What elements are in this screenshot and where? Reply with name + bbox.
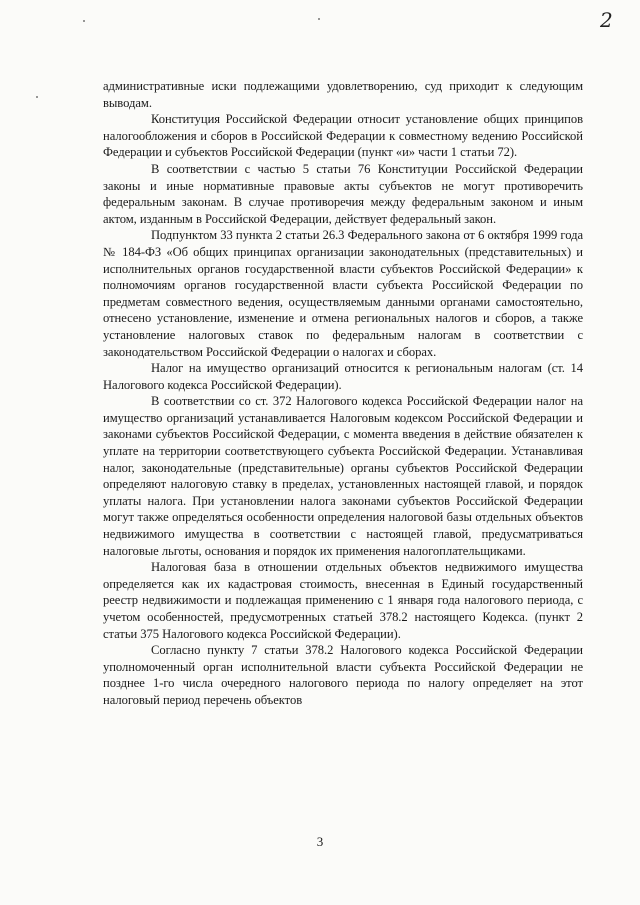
scan-speck — [36, 96, 38, 98]
paragraph-article-372: В соответствии со ст. 372 Налогового кодекса Российской Федерации налог на имущество организаций устанавливается Налоговым кодексом Российской Федерации и законами субъектов Российской Федерации, с момента введения в действие обязателен к уплате на территории соответствующего субъекта Российской Федерации. Устанавливая налог, законодательные (представительные) органы субъектов Российской Федерации определяют налоговую ставку в пределах, установленных настоящей главой, и порядок уплаты налога. При установлении налога законами субъектов Российской Федерации могут также определяться особенности определения налоговой базы отдельных объектов недвижимого имущества в соответствии с настоящей главой, предусматриваться налоговые льготы, основания и порядок их применения налогоплательщиками. — [103, 394, 583, 558]
handwritten-page-mark: 2 — [600, 8, 613, 32]
paragraph-federal-law-184: Подпунктом 33 пункта 2 статьи 26.3 Федерального закона от 6 октября 1999 года № 184-ФЗ «Об общих принципах организации законодательных (представительных) и исполнительных органов государственной власти субъектов Российской Федерации» к полномочиям органов государственной власти субъекта Российской Федерации по предметам совместного ведения, осуществляемым данными органами самостоятельно, отнесено установление, изменение и отмена региональных налогов и сборов, а также установление налоговых ставок по федеральным налогам в соответствии с законодательством Российской Федерации о налогах и сборах. — [103, 228, 583, 359]
paragraph-constitution-article-72: Конституция Российской Федерации относит установление общих принципов налогообложения и сборов в Российской Федерации к совместному ведению Российской Федерации и субъектов Российской Федерации (пункт «и» части 1 статьи 72). — [103, 112, 583, 160]
scan-speck — [318, 18, 320, 20]
document-body — [103, 78, 583, 709]
page-number: 3 — [316, 834, 324, 849]
paragraph-tax-base: Налоговая база в отношении отдельных объектов недвижимого имущества определяется как их кадастровая стоимость, внесенная в Единый государственный реестр недвижимости и подлежащая применению с 1 января года налогового периода, с учетом особенностей, предусмотренных статьей 378.2 настоящего Кодекса. (пункт 2 статьи 375 Налогового кодекса Российской Федерации). — [103, 560, 583, 641]
paragraph-continuation: административные иски подлежащими удовлетворению, суд приходит к следующим выводам. — [103, 79, 583, 110]
scan-speck — [83, 20, 85, 22]
paragraph-constitution-article-76: В соответствии с частью 5 статьи 76 Конституции Российской Федерации законы и иные нормативные правовые акты субъектов не могут противоречить федеральным законам. В случае противоречия между федеральным законом и иным актом, изданным в Российской Федерации, действует федеральный закон. — [103, 161, 583, 226]
paragraph-article-378-2: Согласно пункту 7 статьи 378.2 Налогового кодекса Российской Федерации уполномоченный орган исполнительной власти субъекта Российской Федерации не позднее 1-го числа очередного налогового периода по налогу определяет на этот налоговый период перечень объектов — [103, 643, 583, 707]
paragraph-regional-tax: Налог на имущество организаций относится к региональным налогам (ст. 14 Налогового кодекса Российской Федерации). — [103, 361, 583, 392]
